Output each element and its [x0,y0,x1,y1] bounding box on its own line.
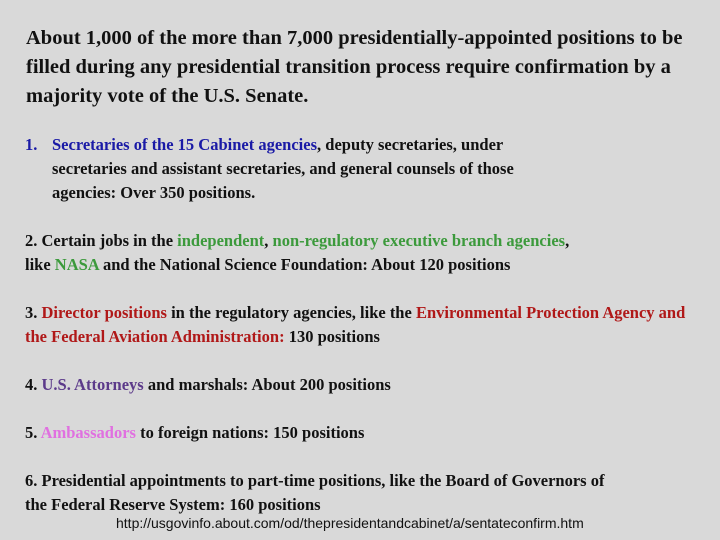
item-text: , deputy secretaries, under [317,135,504,154]
item-number: 3. [25,303,38,322]
item-text: in the regulatory agencies, like the [166,303,416,322]
highlight-director: Director positions [41,303,167,322]
list-item-2 [25,229,705,277]
item-text: Certain jobs in the [37,231,178,250]
item-text: 130 positions [284,327,380,346]
item-number: 1. [25,135,38,154]
item-text: agencies: Over 350 positions. [52,183,256,202]
item-text: secretaries and assistant secretaries, and general counsels of those [52,159,514,178]
item-number: 4. [25,375,38,394]
item-text: , [565,231,570,250]
list-item-3 [25,301,705,349]
item-text: to foreign nations: 150 positions [135,423,365,442]
highlight-agencies: non-regulatory executive branch agencies [272,231,566,250]
list-item-6 [25,469,625,517]
item-text: and the National Science Foundation: About 120 positions [98,255,511,274]
item-text: and marshals: About 200 positions [143,375,391,394]
item-text: Presidential appointments to part-time positions, like the Board of Governors of the Federal Reserve System: 160 positions [25,471,605,514]
highlight-attorneys: U.S. Attorneys [41,375,144,394]
highlight-nasa: NASA [54,255,99,274]
highlight-ambassadors: Ambassadors [40,423,136,442]
highlight-independent: independent [177,231,265,250]
item-number: 6. [25,471,38,490]
item-number: 2. [25,231,38,250]
list-item-4 [25,373,705,397]
source-url[interactable]: http://usgovinfo.about.com/od/thepresidentandcabinet/a/sentateconfirm.htm [116,515,584,531]
highlight-epa-faa: Environmental Protection Agency and the Federal Aviation Administration: [25,303,686,346]
highlight-cabinet: Secretaries of the 15 Cabinet agencies [52,135,318,154]
slide-title: About 1,000 of the more than 7,000 presidentially-appointed positions to be filled during any presidential transition process require confirmation by a majority vote of the U.S. Senate. [26,27,683,107]
item-text: like [25,255,55,274]
list-item-1 [25,133,705,205]
item-number: 5. [25,423,38,442]
item-text: , [264,231,273,250]
list-item-5 [25,421,705,445]
